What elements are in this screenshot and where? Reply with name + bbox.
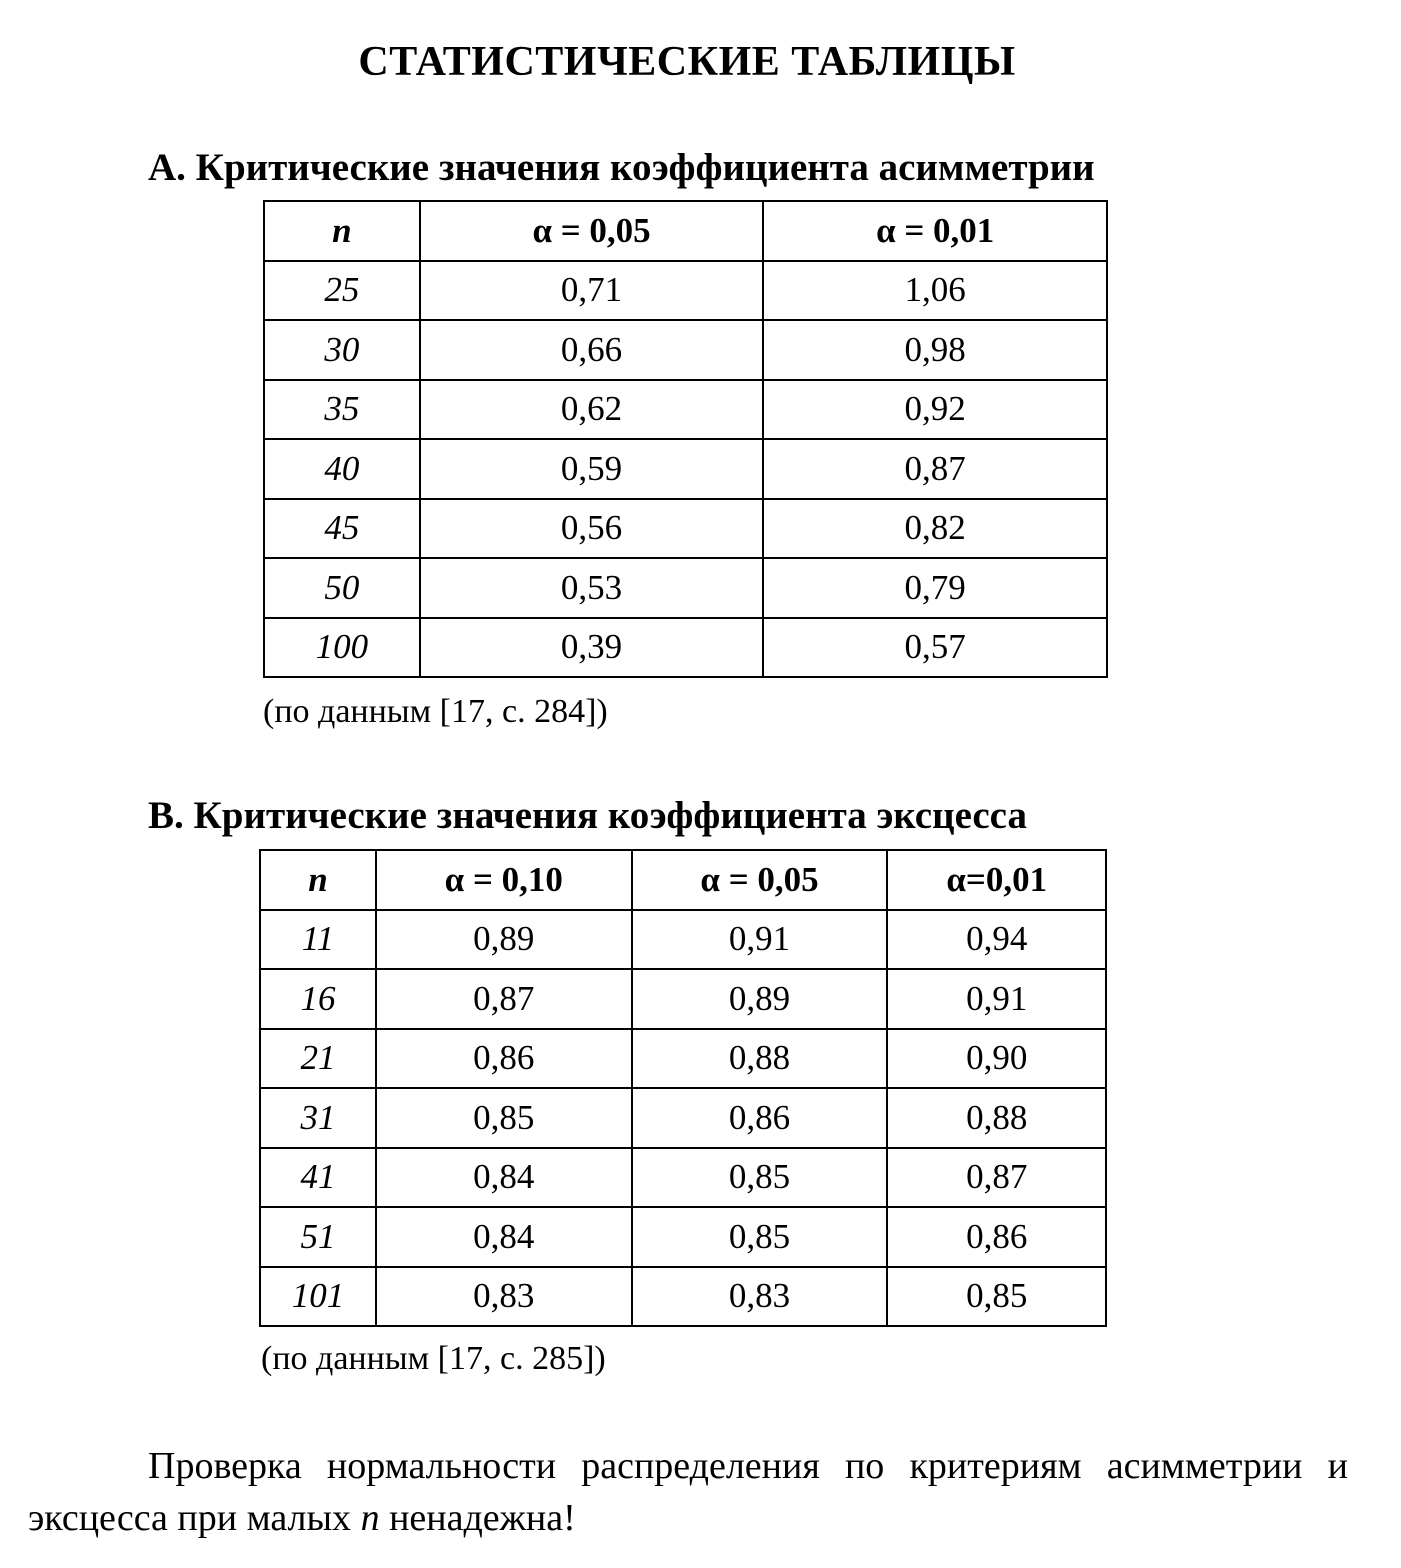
table-row	[260, 1267, 1106, 1327]
value-cell: 0,85	[632, 1207, 888, 1267]
n-cell: 11	[260, 910, 376, 970]
n-cell: 101	[260, 1267, 376, 1327]
table-row	[260, 1029, 1106, 1089]
value-cell: 0,91	[887, 969, 1106, 1029]
value-cell: 0,82	[763, 499, 1107, 559]
n-cell: 41	[260, 1148, 376, 1208]
column-header: α = 0,10	[376, 850, 632, 910]
table-row	[264, 261, 1107, 321]
table-row	[260, 1088, 1106, 1148]
value-cell: 0,85	[376, 1088, 632, 1148]
value-cell: 0,87	[887, 1148, 1106, 1208]
value-cell: 0,79	[763, 558, 1107, 618]
value-cell: 0,90	[887, 1029, 1106, 1089]
value-cell: 0,89	[632, 969, 888, 1029]
column-header: α = 0,05	[632, 850, 888, 910]
value-cell: 0,62	[420, 380, 764, 440]
value-cell: 0,87	[763, 439, 1107, 499]
value-cell: 0,84	[376, 1207, 632, 1267]
note-text-end: ненадежна!	[379, 1497, 576, 1539]
table-b-heading: В. Критические значения коэффициента эксцесса	[148, 794, 1027, 837]
value-cell: 1,06	[763, 261, 1107, 321]
value-cell: 0,88	[887, 1088, 1106, 1148]
value-cell: 0,86	[632, 1088, 888, 1148]
n-cell: 16	[260, 969, 376, 1029]
n-cell: 31	[260, 1088, 376, 1148]
value-cell: 0,53	[420, 558, 764, 618]
n-cell: 51	[260, 1207, 376, 1267]
table-b-source: (по данным [17, с. 285])	[261, 1340, 606, 1377]
value-cell: 0,84	[376, 1148, 632, 1208]
value-cell: 0,86	[887, 1207, 1106, 1267]
column-header: n	[260, 850, 376, 910]
value-cell: 0,66	[420, 320, 764, 380]
table-a-heading: А. Критические значения коэффициента асимметрии	[148, 146, 1095, 189]
value-cell: 0,88	[632, 1029, 888, 1089]
n-cell: 45	[264, 499, 420, 559]
value-cell: 0,83	[376, 1267, 632, 1327]
value-cell: 0,57	[763, 618, 1107, 678]
column-header: α = 0,05	[420, 201, 764, 261]
value-cell: 0,92	[763, 380, 1107, 440]
value-cell: 0,85	[887, 1267, 1106, 1327]
value-cell: 0,59	[420, 439, 764, 499]
value-cell: 0,91	[632, 910, 888, 970]
value-cell: 0,56	[420, 499, 764, 559]
value-cell: 0,89	[376, 910, 632, 970]
warning-note	[28, 1440, 1348, 1544]
table-row	[264, 618, 1107, 678]
n-cell: 21	[260, 1029, 376, 1089]
table-row	[264, 380, 1107, 440]
kurtosis-critical-values-table	[259, 849, 1107, 1327]
value-cell: 0,98	[763, 320, 1107, 380]
table-row	[264, 439, 1107, 499]
skewness-critical-values-table	[263, 200, 1108, 678]
n-cell: 30	[264, 320, 420, 380]
n-cell: 100	[264, 618, 420, 678]
note-n: n	[360, 1497, 380, 1539]
table-row	[264, 499, 1107, 559]
column-header: α = 0,01	[763, 201, 1107, 261]
n-cell: 50	[264, 558, 420, 618]
table-row	[260, 910, 1106, 970]
n-cell: 35	[264, 380, 420, 440]
value-cell: 0,39	[420, 618, 764, 678]
page-title: СТАТИСТИЧЕСКИЕ ТАБЛИЦЫ	[358, 39, 1016, 85]
table-row	[260, 1148, 1106, 1208]
value-cell: 0,94	[887, 910, 1106, 970]
value-cell: 0,85	[632, 1148, 888, 1208]
table-row	[260, 1207, 1106, 1267]
n-cell: 40	[264, 439, 420, 499]
value-cell: 0,86	[376, 1029, 632, 1089]
column-header: α=0,01	[887, 850, 1106, 910]
table-header-row	[260, 850, 1106, 910]
n-cell: 25	[264, 261, 420, 321]
table-row	[264, 320, 1107, 380]
table-row	[264, 558, 1107, 618]
value-cell: 0,87	[376, 969, 632, 1029]
table-a-source: (по данным [17, с. 284])	[263, 693, 608, 730]
table-row	[260, 969, 1106, 1029]
column-header: n	[264, 201, 420, 261]
note-text: Проверка нормальности распределения по критериям асимметрии и эксцесса при малых	[28, 1445, 1348, 1539]
value-cell: 0,71	[420, 261, 764, 321]
table-header-row	[264, 201, 1107, 261]
value-cell: 0,83	[632, 1267, 888, 1327]
